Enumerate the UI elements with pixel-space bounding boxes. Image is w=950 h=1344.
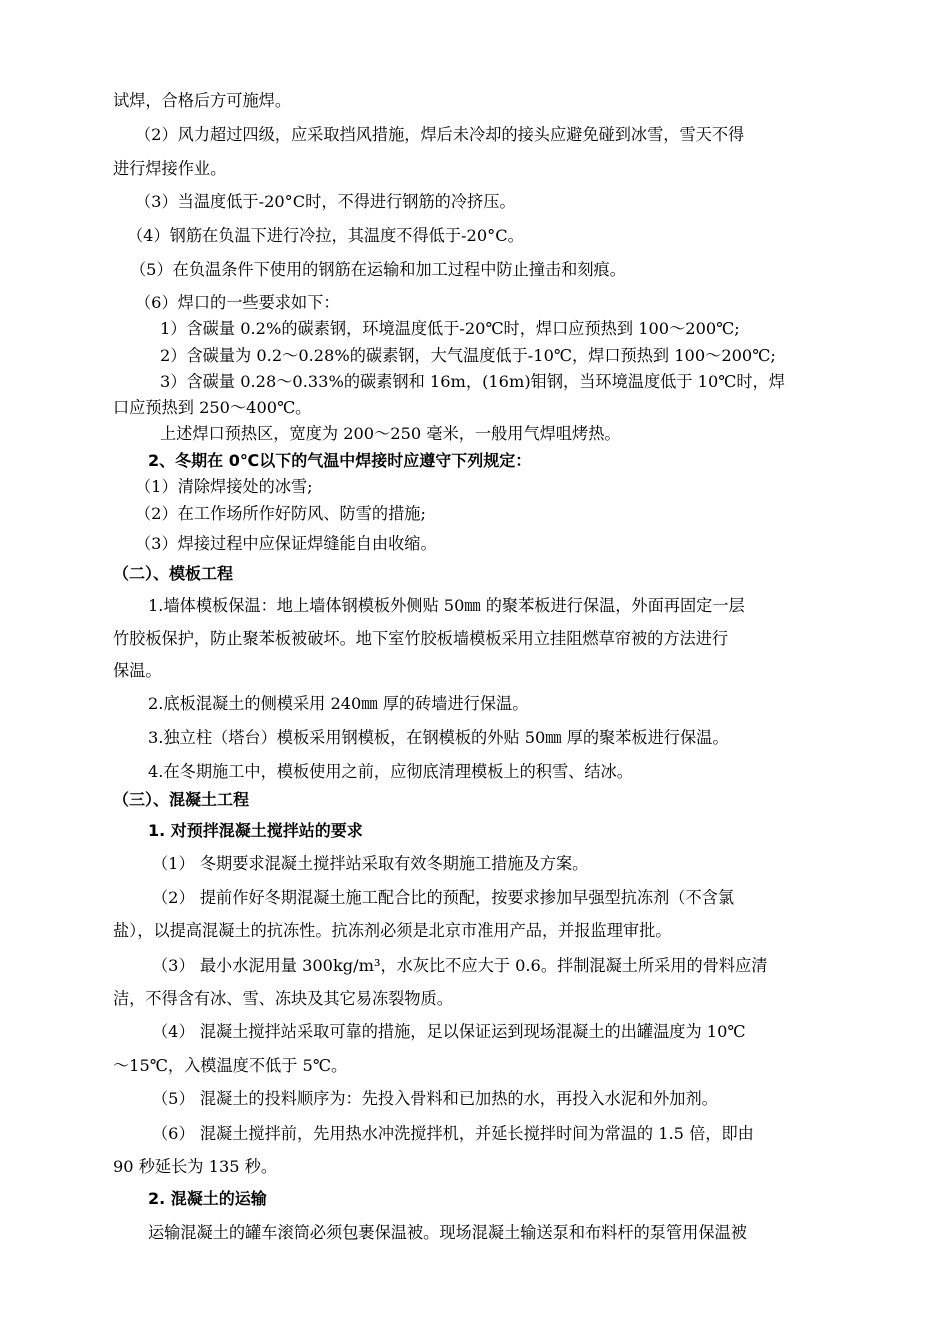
text-line: 2.底板混凝土的侧模采用 240㎜ 厚的砖墙进行保温。 bbox=[148, 694, 529, 713]
text-line: 口应预热到 250～400℃。 bbox=[113, 398, 312, 417]
text-line: （3）当温度低于-20°C时，不得进行钢筋的冷挤压。 bbox=[135, 192, 516, 211]
text-line: （2） 提前作好冬期混凝土施工配合比的预配，按要求掺加早强型抗冻剂（不含氯 bbox=[152, 888, 735, 907]
text-line: （6）焊口的一些要求如下： bbox=[135, 293, 340, 312]
subsection-heading: 2. 混凝土的运输 bbox=[148, 1189, 267, 1208]
section-heading: 2、冬期在 0℃以下的气温中焊接时应遵守下列规定： bbox=[148, 451, 532, 470]
text-line: 试焊，合格后方可施焊。 bbox=[113, 91, 292, 110]
text-line: （1）清除焊接处的冰雪; bbox=[135, 477, 313, 496]
text-line: 3）含碳量 0.28～0.33%的碳素钢和 16m，(16m)钼钢，当环境温度低于 10℃时，焊 bbox=[160, 372, 785, 391]
text-line: （3） 最小水泥用量 300kg/m³，水灰比不应大于 0.6。拌制混凝土所采用的骨料应清 bbox=[152, 956, 768, 975]
text-line: 保温。 bbox=[113, 661, 162, 680]
text-line: 2）含碳量为 0.2～0.28%的碳素钢，大气温度低于-10℃，焊口预热到 100～200℃; bbox=[160, 346, 776, 365]
text-line: （1） 冬期要求混凝土搅拌站采取有效冬期施工措施及方案。 bbox=[152, 854, 589, 873]
text-line: （5）在负温条件下使用的钢筋在运输和加工过程中防止撞击和刻痕。 bbox=[130, 260, 626, 279]
text-line: 进行焊接作业。 bbox=[113, 159, 227, 178]
text-line: 上述焊口预热区，宽度为 200～250 毫米，一般用气焊咀烤热。 bbox=[160, 424, 621, 443]
text-line: （2）风力超过四级，应采取挡风措施，焊后未冷却的接头应避免碰到冰雪，雪天不得 bbox=[135, 125, 745, 144]
text-line: （6） 混凝土搅拌前，先用热水冲洗搅拌机，并延长搅拌时间为常温的 1.5 倍，即由 bbox=[152, 1124, 754, 1143]
text-line: （2）在工作场所作好防风、防雪的措施; bbox=[135, 504, 426, 523]
text-line: （4） 混凝土搅拌站采取可靠的措施，足以保证运到现场混凝土的出罐温度为 10℃ bbox=[152, 1022, 746, 1041]
text-line: 竹胶板保护，防止聚苯板被破坏。地下室竹胶板墙模板采用立挂阻燃草帘被的方法进行 bbox=[113, 629, 729, 648]
text-line: （3）焊接过程中应保证焊缝能自由收缩。 bbox=[135, 534, 437, 553]
text-line: 90 秒延长为 135 秒。 bbox=[113, 1157, 278, 1176]
text-line: （5） 混凝土的投料顺序为：先投入骨料和已加热的水，再投入水泥和外加剂。 bbox=[152, 1089, 718, 1108]
subsection-heading: 1. 对预拌混凝土搅拌站的要求 bbox=[148, 821, 363, 840]
text-line: 3.独立柱（塔台）模板采用钢模板，在钢模板的外贴 50㎜ 厚的聚苯板进行保温。 bbox=[148, 728, 729, 747]
text-line: 1）含碳量 0.2%的碳素钢，环境温度低于-20℃时，焊口应预热到 100～200℃; bbox=[160, 319, 740, 338]
text-line: 运输混凝土的罐车滚筒必须包裹保温被。现场混凝土输送泵和布料杆的泵管用保温被 bbox=[148, 1223, 747, 1242]
text-line: 洁，不得含有冰、雪、冻块及其它易冻裂物质。 bbox=[113, 989, 453, 1008]
section-heading: （三）、混凝土工程 bbox=[113, 790, 250, 809]
text-line: （4）钢筋在负温下进行冷拉，其温度不得低于-20°C。 bbox=[127, 226, 524, 245]
text-line: ～15℃，入模温度不低于 5℃。 bbox=[113, 1056, 348, 1075]
text-line: 盐），以提高混凝土的抗冻性。抗冻剂必须是北京市准用产品，并报监理审批。 bbox=[113, 921, 672, 940]
text-line: 1.墙体模板保温：地上墙体钢模板外侧贴 50㎜ 的聚苯板进行保温，外面再固定一层 bbox=[148, 596, 745, 615]
text-line: 4.在冬期施工中，模板使用之前，应彻底清理模板上的积雪、结冰。 bbox=[148, 762, 633, 781]
section-heading: （二）、模板工程 bbox=[113, 564, 234, 583]
